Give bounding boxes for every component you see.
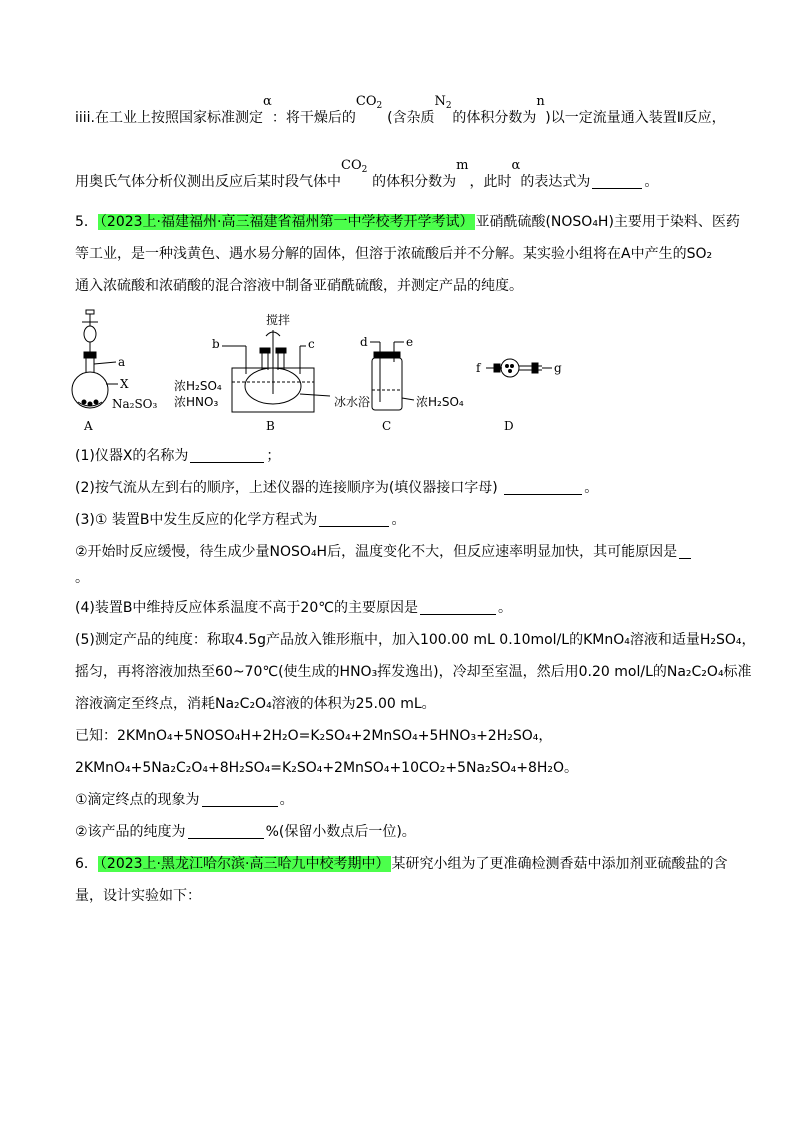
- sub-question-2: (2)按气流从左到右的顺序，上述仪器的连接顺序为(填仪器接口字母) 。: [75, 480, 599, 496]
- question-number: 5．: [75, 214, 98, 230]
- answer-blank-4[interactable]: [420, 600, 496, 615]
- q4-line-1: iiii.在工业上按照国家标准测定 α ​ ：将干燥后的 $CO_2$ (含杂质 $N_2$ 的体积分数为 n )以一定流量通入装置Ⅱ反应，: [75, 94, 726, 126]
- co2-formula-2: $CO_2$: [341, 158, 368, 175]
- apparatus-figure: [70, 306, 580, 436]
- sub-question-5-line-3: 溶液滴定至终点，消耗Na₂C₂O₄溶液的体积为25.00 mL。: [75, 696, 436, 712]
- label-c: c: [308, 337, 315, 351]
- label-c-h2so4: 浓H₂SO₄: [416, 395, 464, 409]
- label-g: g: [554, 361, 562, 375]
- known-equation-2: 2KMnO₄+5Na₂C₂O₄+8H₂SO₄=K₂SO₄+2MnSO₄+10CO₂+5Na₂SO₄+8H₂O。: [75, 760, 579, 776]
- m-symbol: m: [456, 158, 469, 173]
- label-ice: 冰水浴: [334, 395, 371, 409]
- label-f: f: [476, 361, 481, 375]
- sub-question-5-line-1: (5)测定产品的纯度：称取4.5g产品放入锥形瓶中，加入100.00 mL 0.10mol/L的KMnO₄溶液和适量H₂SO₄，: [75, 632, 756, 648]
- co2-formula: $CO_2$: [355, 94, 383, 111]
- label-h2so4: 浓H₂SO₄: [174, 379, 222, 393]
- source-tag-6: （2023上·黑龙江哈尔滨·高三哈九中校考期中）: [99, 856, 390, 872]
- label-e: e: [406, 335, 414, 349]
- sub-question-5-2: ②该产品的纯度为 %(保留小数点后一位)。: [75, 824, 416, 840]
- answer-blank-5-2[interactable]: [188, 824, 264, 839]
- question-number-6: 6．: [75, 856, 98, 872]
- sub-question-5-1: ①滴定终点的现象为 。: [75, 792, 294, 808]
- answer-blank-3b[interactable]: [679, 544, 691, 559]
- apparatus-D: [486, 359, 552, 377]
- label-stir: 搅拌: [266, 313, 291, 327]
- answer-blank-5-1[interactable]: [202, 792, 278, 807]
- apparatus-C: [370, 342, 414, 410]
- alpha-symbol-2: α: [511, 158, 521, 173]
- label-X: X: [120, 377, 129, 391]
- q6-line-2: 量，设计实验如下：: [75, 888, 201, 904]
- label-Na2SO3: Na₂SO₃: [112, 397, 158, 411]
- apparatus-A: [72, 310, 118, 408]
- q5-line-2: 等工业，是一种浅黄色、遇水易分解的固体，但溶于浓硫酸后并不分解。某实验小组将在A中产生的SO₂: [75, 246, 713, 262]
- q6-line-1: 6． （2023上·黑龙江哈尔滨·高三哈九中校考期中） 某研究小组为了更准确检测香菇中添加剂亚硫酸盐的含: [75, 856, 728, 872]
- answer-blank-1[interactable]: [190, 448, 264, 463]
- q5-line-3: 通入浓硫酸和浓硝酸的混合溶液中制备亚硝酰硫酸，并测定产品的纯度。: [75, 278, 523, 294]
- label-D: D: [504, 419, 514, 433]
- label-a: a: [118, 355, 126, 369]
- label-B: B: [266, 419, 275, 433]
- label-b: b: [212, 337, 220, 351]
- label-d: d: [360, 335, 368, 349]
- known-equation-1: 已知：2KMnO₄+5NOSO₄H+2H₂O=K₂SO₄+2MnSO₄+5HNO₃+2H₂SO₄，: [75, 728, 553, 744]
- sub-question-3b: ②开始时反应缓慢，待生成少量NOSO₄H后，温度变化不大，但反应速率明显加快，其可能原因是: [75, 542, 693, 562]
- sub-question-3b-end: 。: [75, 570, 89, 586]
- q4-line-2: 用奥氏气体分析仪测出反应后某时段气体中 $CO_2$ 的体积分数为 m ，此时 α 的表达式为 。: [75, 158, 659, 190]
- n-symbol: n: [536, 94, 545, 109]
- label-A: A: [84, 419, 93, 433]
- sub-question-5-line-2: 摇匀，再将溶液加热至60~70℃(使生成的HNO₃挥发逸出)，冷却至室温，然后用0.20 mol/L的Na₂C₂O₄标准: [75, 664, 752, 680]
- source-tag: （2023上·福建福州·高三福建省福州第一中学校考开学考试）: [99, 214, 474, 230]
- label-C: C: [382, 419, 392, 433]
- answer-blank-2[interactable]: [504, 480, 582, 495]
- alpha-symbol: α ​: [263, 94, 272, 126]
- label-hno3: 浓HNO₃: [174, 395, 219, 409]
- q5-line-1: 5． （2023上·福建福州·高三福建省福州第一中学校考开学考试） 亚硝酰硫酸(NOSO₄H)主要用于染料、医药: [75, 214, 740, 230]
- answer-blank-3a[interactable]: [319, 512, 389, 527]
- sub-question-4: (4)装置B中维持反应体系温度不高于20℃的主要原因是 。: [75, 600, 512, 616]
- sub-question-3a: (3)① 装置B中发生反应的化学方程式为 。: [75, 512, 406, 528]
- sub-question-1: (1)仪器X的名称为 ；: [75, 448, 281, 464]
- n2-formula: $N_2$: [434, 94, 452, 111]
- answer-blank[interactable]: [592, 174, 642, 189]
